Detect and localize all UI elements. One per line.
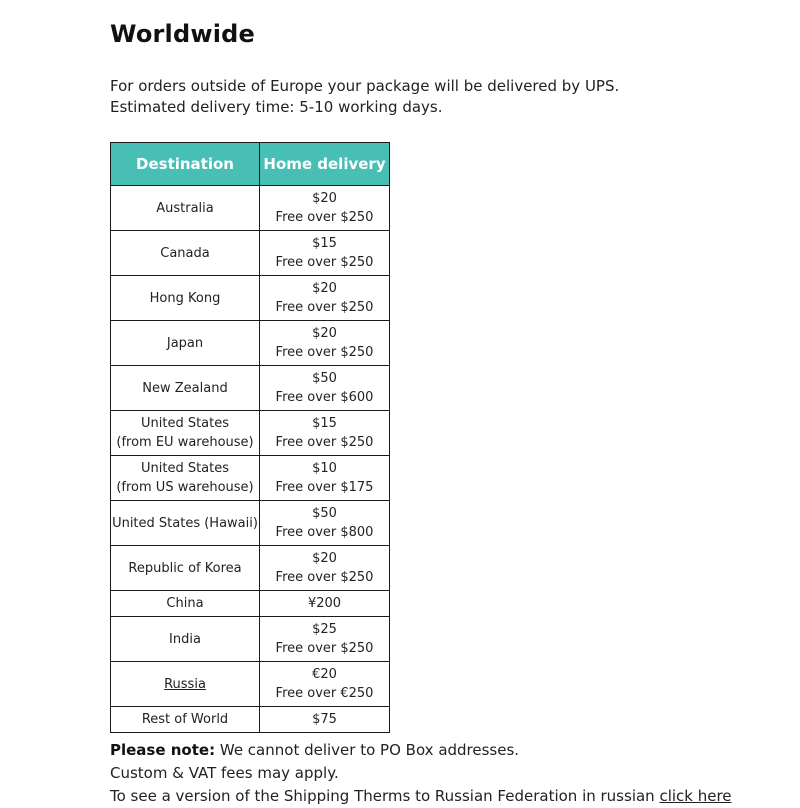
russian-version-note: To see a version of the Shipping Therms to Russian Federation in russian click here (110, 787, 732, 805)
customs-note: Custom & VAT fees may apply. (110, 764, 339, 782)
destination-cell: Japan (111, 321, 260, 366)
po-box-note (110, 739, 732, 762)
table-row (111, 366, 390, 411)
table-row (111, 707, 390, 733)
table-row (111, 662, 390, 707)
home-delivery-cell: $10 Free over $175 (260, 456, 390, 501)
home-delivery-cell: $75 (260, 707, 390, 733)
home-delivery-cell: $20 Free over $250 (260, 276, 390, 321)
table-row (111, 501, 390, 546)
destination-cell: Republic of Korea (111, 546, 260, 591)
destination-cell: United States (from EU warehouse) (111, 411, 260, 456)
table-row (111, 276, 390, 321)
home-delivery-cell: ¥200 (260, 591, 390, 617)
home-delivery-cell: €20 Free over €250 (260, 662, 390, 707)
home-delivery-cell: $50 Free over $800 (260, 501, 390, 546)
destination-cell: India (111, 617, 260, 662)
table-row (111, 456, 390, 501)
column-header-home-delivery: Home delivery (260, 143, 390, 186)
home-delivery-cell: $20 Free over $250 (260, 186, 390, 231)
destination-cell: Canada (111, 231, 260, 276)
table-row (111, 321, 390, 366)
column-header-destination: Destination (111, 143, 260, 186)
home-delivery-cell: $20 Free over $250 (260, 321, 390, 366)
notes-block (110, 739, 732, 808)
destination-cell (111, 662, 260, 707)
note-text: We cannot deliver to PO Box addresses. (215, 741, 520, 759)
destination-cell: Rest of World (111, 707, 260, 733)
note-label: Please note: (110, 741, 216, 759)
destination-cell: United States (Hawaii) (111, 501, 260, 546)
home-delivery-cell: $50 Free over $600 (260, 366, 390, 411)
table-row (111, 411, 390, 456)
table-row (111, 546, 390, 591)
russia-link[interactable]: Russia (164, 676, 206, 692)
click-here-link[interactable]: click here (659, 787, 732, 805)
shipping-rates-table (110, 142, 390, 733)
intro-line-delivery: For orders outside of Europe your package will be delivered by UPS. (110, 77, 620, 95)
destination-cell: New Zealand (111, 366, 260, 411)
table-header-row (111, 143, 390, 186)
section-title: Worldwide (110, 20, 256, 48)
table-row (111, 617, 390, 662)
destination-cell: United States (from US warehouse) (111, 456, 260, 501)
intro-text (110, 76, 619, 118)
table-row (111, 591, 390, 617)
table-row (111, 231, 390, 276)
home-delivery-cell: $15 Free over $250 (260, 231, 390, 276)
home-delivery-cell: $15 Free over $250 (260, 411, 390, 456)
table-row (111, 186, 390, 231)
destination-cell: Hong Kong (111, 276, 260, 321)
intro-line-estimate: Estimated delivery time: 5-10 working days. (110, 98, 443, 116)
home-delivery-cell: $25 Free over $250 (260, 617, 390, 662)
destination-cell: China (111, 591, 260, 617)
destination-cell: Australia (111, 186, 260, 231)
home-delivery-cell: $20 Free over $250 (260, 546, 390, 591)
